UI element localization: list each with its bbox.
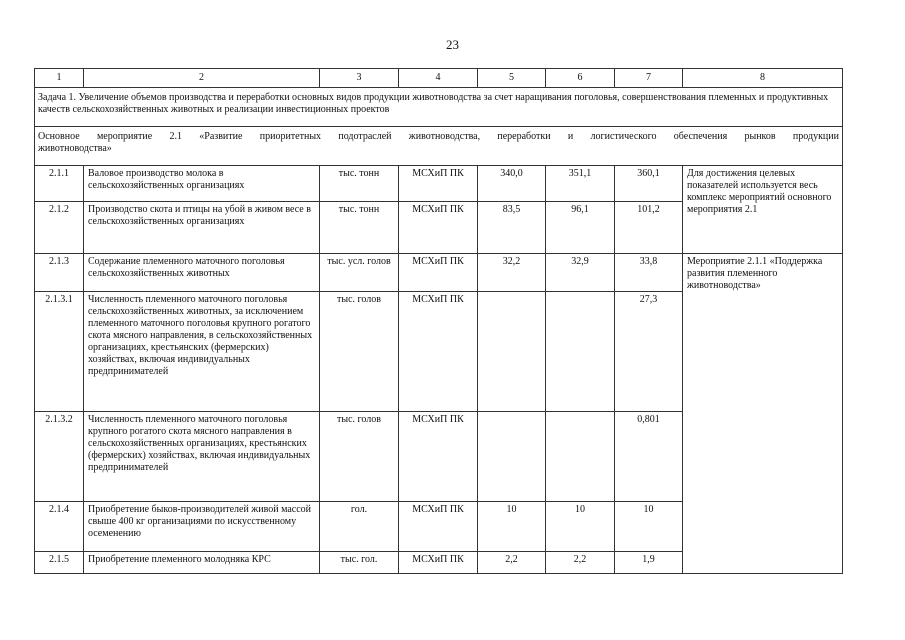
row-unit: тыс. голов (320, 292, 399, 412)
note-all-measures: Для достижения целевых показателей используется весь комплекс мероприятий основного мероприятия 2.1 (683, 166, 843, 254)
row-responsible: МСХиП ПК (399, 412, 478, 502)
task-text: Задача 1. Увеличение объемов производства и переработки основных видов продукции животноводства за счет наращивания поголовья, совершенствования племенных и продуктивных качеств сельскохозяйственных животных и реализации инвестиционных проектов (35, 88, 843, 127)
row-value-5: 32,2 (478, 254, 546, 292)
page-number: 23 (446, 37, 459, 52)
row-value-7: 27,3 (615, 292, 683, 412)
indicators-table (34, 68, 843, 574)
row-value-6 (546, 292, 615, 412)
main-measure-line-1: Основное мероприятие 2.1 «Развитие приоритетных подотраслей животноводства, переработки и логистического обеспечения рынков продукции (38, 131, 839, 142)
row-code: 2.1.3.2 (35, 412, 84, 502)
row-unit: тыс. голов (320, 412, 399, 502)
header-cell: 3 (320, 69, 399, 88)
header-cell: 8 (683, 69, 843, 88)
header-cell: 2 (84, 69, 320, 88)
row-value-6: 32,9 (546, 254, 615, 292)
main-measure-row (35, 127, 843, 166)
note-breeding-support: Мероприятие 2.1.1 «Поддержка развития племенного животноводства» (683, 254, 843, 574)
row-code: 2.1.1 (35, 166, 84, 202)
main-measure-cell (35, 127, 843, 166)
row-code: 2.1.2 (35, 202, 84, 254)
row-name: Производство скота и птицы на убой в живом весе в сельскохозяйственных организациях (84, 202, 320, 254)
row-responsible: МСХиП ПК (399, 502, 478, 552)
row-name: Приобретение быков-производителей живой массой свыше 400 кг организациями по искусственному осеменению (84, 502, 320, 552)
row-value-5 (478, 412, 546, 502)
header-cell: 4 (399, 69, 478, 88)
row-value-5: 340,0 (478, 166, 546, 202)
row-code: 2.1.4 (35, 502, 84, 552)
header-row (35, 69, 843, 88)
row-name: Содержание племенного маточного поголовья сельскохозяйственных животных (84, 254, 320, 292)
row-code: 2.1.5 (35, 552, 84, 574)
row-name: Приобретение племенного молодняка КРС (84, 552, 320, 574)
row-value-6: 351,1 (546, 166, 615, 202)
header-cell: 7 (615, 69, 683, 88)
row-unit: тыс. усл. голов (320, 254, 399, 292)
row-name: Валовое производство молока в сельскохозяйственных организациях (84, 166, 320, 202)
row-unit: тыс. гол. (320, 552, 399, 574)
row-value-7: 33,8 (615, 254, 683, 292)
header-cell: 5 (478, 69, 546, 88)
row-value-5: 2,2 (478, 552, 546, 574)
row-responsible: МСХиП ПК (399, 166, 478, 202)
row-value-6 (546, 412, 615, 502)
row-responsible: МСХиП ПК (399, 292, 478, 412)
row-value-7: 360,1 (615, 166, 683, 202)
header-cell: 1 (35, 69, 84, 88)
table-row (35, 254, 843, 292)
row-value-7: 10 (615, 502, 683, 552)
main-measure-line-2: животноводства» (38, 143, 112, 154)
row-code: 2.1.3.1 (35, 292, 84, 412)
row-name: Численность племенного маточного поголовья сельскохозяйственных животных, за исключением племенного маточного поголовья крупного рогатого скота мясного направления, в сельскохозяйственных организациях, крестьянских (фермерских) хозяйствах, включая индивидуальных предпринимателей (84, 292, 320, 412)
row-code: 2.1.3 (35, 254, 84, 292)
row-value-5: 10 (478, 502, 546, 552)
row-value-5 (478, 292, 546, 412)
header-cell: 6 (546, 69, 615, 88)
row-value-7: 0,801 (615, 412, 683, 502)
row-value-7: 101,2 (615, 202, 683, 254)
row-responsible: МСХиП ПК (399, 552, 478, 574)
row-value-6: 96,1 (546, 202, 615, 254)
task-row (35, 88, 843, 127)
row-unit: тыс. тонн (320, 166, 399, 202)
row-unit: тыс. тонн (320, 202, 399, 254)
row-value-7: 1,9 (615, 552, 683, 574)
row-responsible: МСХиП ПК (399, 254, 478, 292)
row-value-5: 83,5 (478, 202, 546, 254)
row-value-6: 2,2 (546, 552, 615, 574)
row-value-6: 10 (546, 502, 615, 552)
table-row (35, 166, 843, 202)
row-unit: гол. (320, 502, 399, 552)
row-name: Численность племенного маточного поголовья крупного рогатого скота мясного направления в сельскохозяйственных организациях, крестьянских (фермерских) хозяйствах, включая индивидуальных предпринимателей (84, 412, 320, 502)
row-responsible: МСХиП ПК (399, 202, 478, 254)
